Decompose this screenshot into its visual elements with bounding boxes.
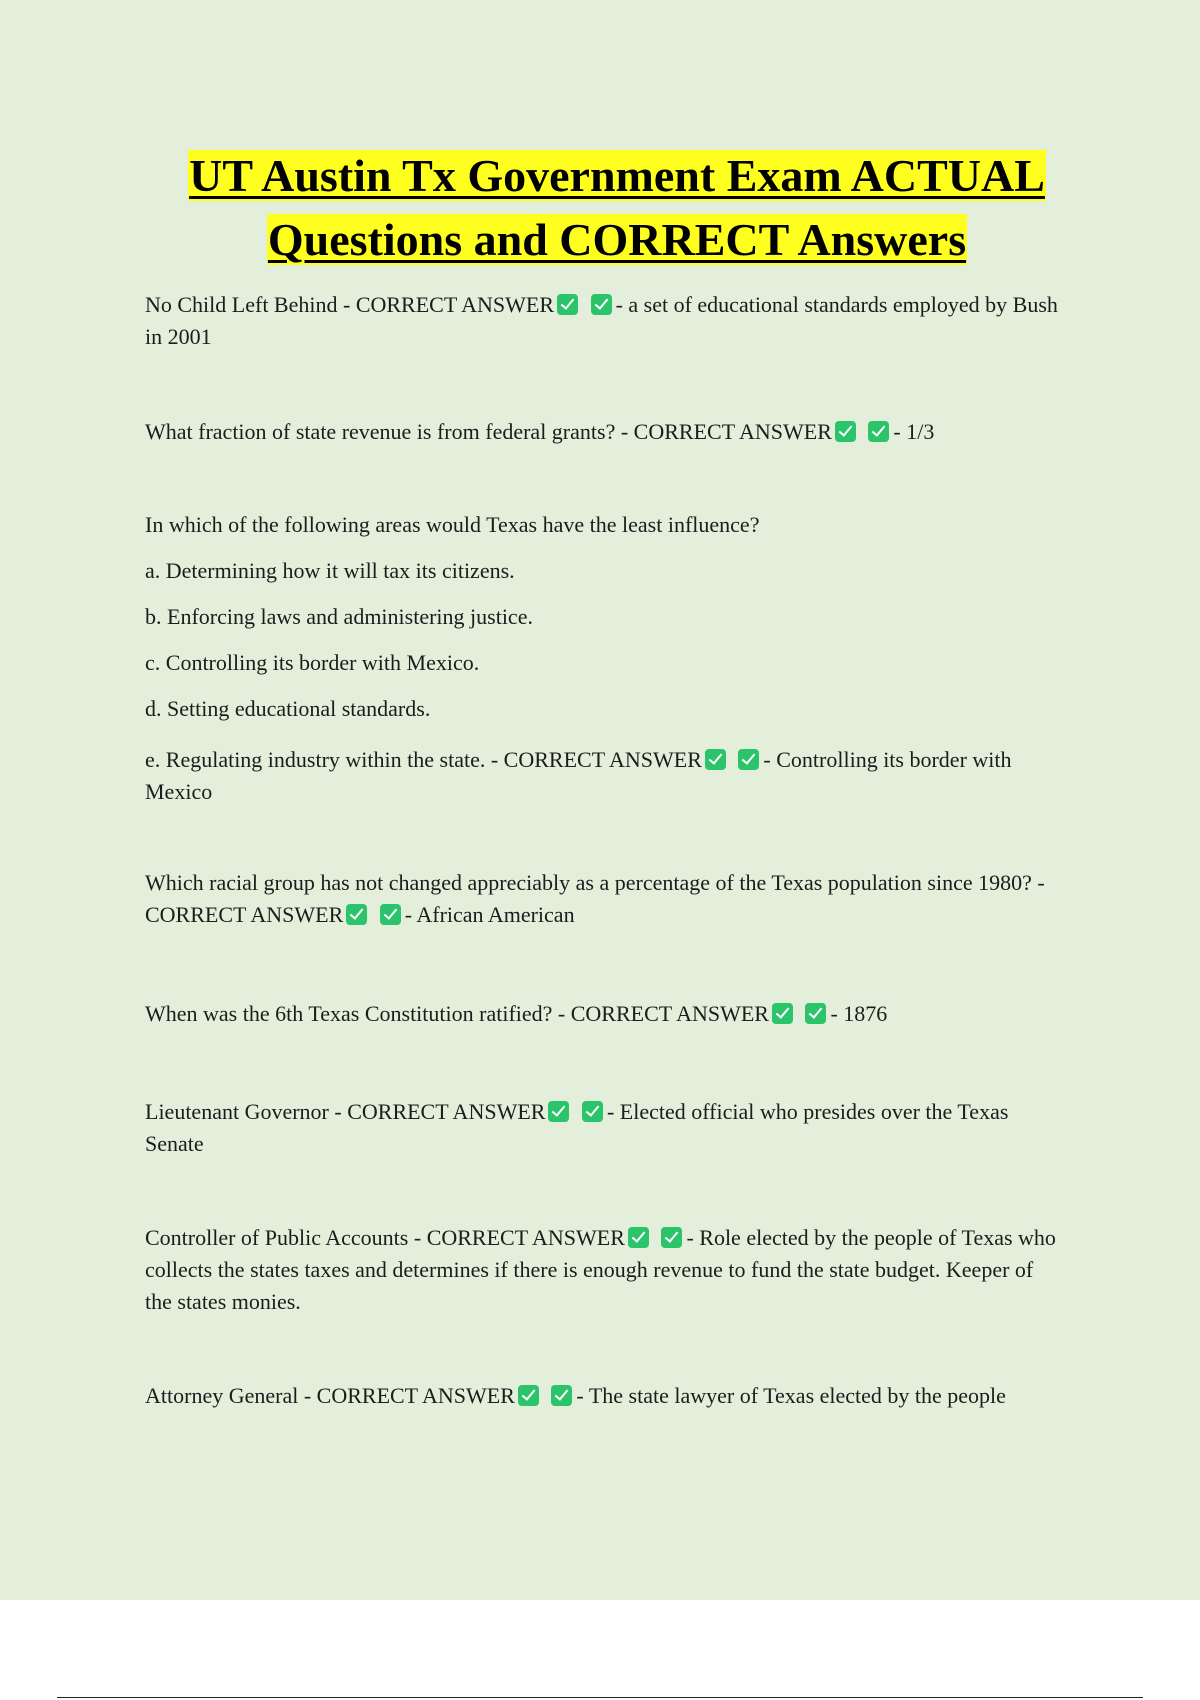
check-mark-icon — [772, 1003, 793, 1024]
check-mark-icon — [705, 749, 726, 770]
check-mark-icon — [557, 294, 578, 315]
check-mark-icon — [548, 1101, 569, 1122]
answer-option: a. Determining how it will tax its citizens. — [145, 558, 515, 583]
document-title — [0, 144, 1200, 272]
answer-text: - The state lawyer of Texas elected by the people — [576, 1383, 1006, 1408]
qa-item — [145, 416, 1065, 448]
check-mark-icon — [346, 904, 367, 925]
question-text: What fraction of state revenue is from federal grants? - — [145, 419, 634, 444]
check-mark-icon — [738, 749, 759, 770]
qa-item — [145, 867, 1065, 931]
question-text: Which racial group has not changed appreciably as a percentage of the Texas population since 1980? - — [145, 870, 1045, 895]
correct-answer-label: CORRECT ANSWER — [145, 902, 344, 927]
title-line-2: Questions and CORRECT Answers — [267, 214, 967, 265]
question-text: Lieutenant Governor - — [145, 1099, 348, 1124]
check-mark-icon — [835, 421, 856, 442]
correct-answer-label: CORRECT ANSWER — [633, 419, 832, 444]
footer-divider — [57, 1697, 1143, 1698]
check-mark-icon — [582, 1101, 603, 1122]
qa-item — [145, 998, 1065, 1030]
qa-item — [145, 289, 1065, 353]
correct-answer-label: CORRECT ANSWER — [355, 292, 555, 317]
check-mark-icon — [805, 1003, 826, 1024]
answer-option: b. Enforcing laws and administering justice. — [145, 604, 533, 629]
title-line-1: UT Austin Tx Government Exam ACTUAL — [189, 150, 1045, 201]
answer-text: - Elected official who presides over the Texas Senate — [145, 1099, 1009, 1156]
check-mark-icon — [661, 1227, 682, 1248]
answer-text: - 1/3 — [893, 419, 935, 444]
question-text: When was the 6th Texas Constitution ratified? - — [145, 1001, 571, 1026]
question-text: In which of the following areas would Texas have the least influence? — [145, 512, 760, 537]
qa-item — [145, 1380, 1065, 1412]
correct-answer-label: CORRECT ANSWER — [570, 1001, 769, 1026]
check-mark-icon — [380, 904, 401, 925]
check-mark-icon — [868, 421, 889, 442]
answer-text: - a set of educational standards employed by Bush in 2001 — [145, 292, 1058, 349]
qa-item — [145, 1096, 1065, 1160]
check-mark-icon — [628, 1227, 649, 1248]
check-mark-icon — [551, 1385, 572, 1406]
answer-option: c. Controlling its border with Mexico. — [145, 650, 480, 675]
correct-answer-label: CORRECT ANSWER — [503, 747, 702, 772]
check-mark-icon — [518, 1385, 539, 1406]
qa-item — [145, 744, 1065, 808]
answer-option: d. Setting educational standards. — [145, 696, 431, 721]
question-text: No Child Left Behind - — [145, 292, 356, 317]
check-mark-icon — [591, 294, 612, 315]
correct-answer-label: CORRECT ANSWER — [426, 1225, 625, 1250]
correct-answer-label: CORRECT ANSWER — [347, 1099, 546, 1124]
question-text: Attorney General - — [145, 1383, 317, 1408]
answer-text: - African American — [404, 902, 575, 927]
answer-text: - Controlling its border with Mexico — [145, 747, 1012, 804]
answer-text: - Role elected by the people of Texas who collects the states taxes and determines if there is enough revenue to fund the state budget. Keeper of the states monies. — [145, 1225, 1056, 1314]
question-text: Controller of Public Accounts - — [145, 1225, 427, 1250]
correct-answer-label: CORRECT ANSWER — [316, 1383, 515, 1408]
answer-option: e. Regulating industry within the state. - — [145, 747, 504, 772]
qa-item — [145, 1222, 1065, 1318]
answer-text: - 1876 — [830, 1001, 888, 1026]
